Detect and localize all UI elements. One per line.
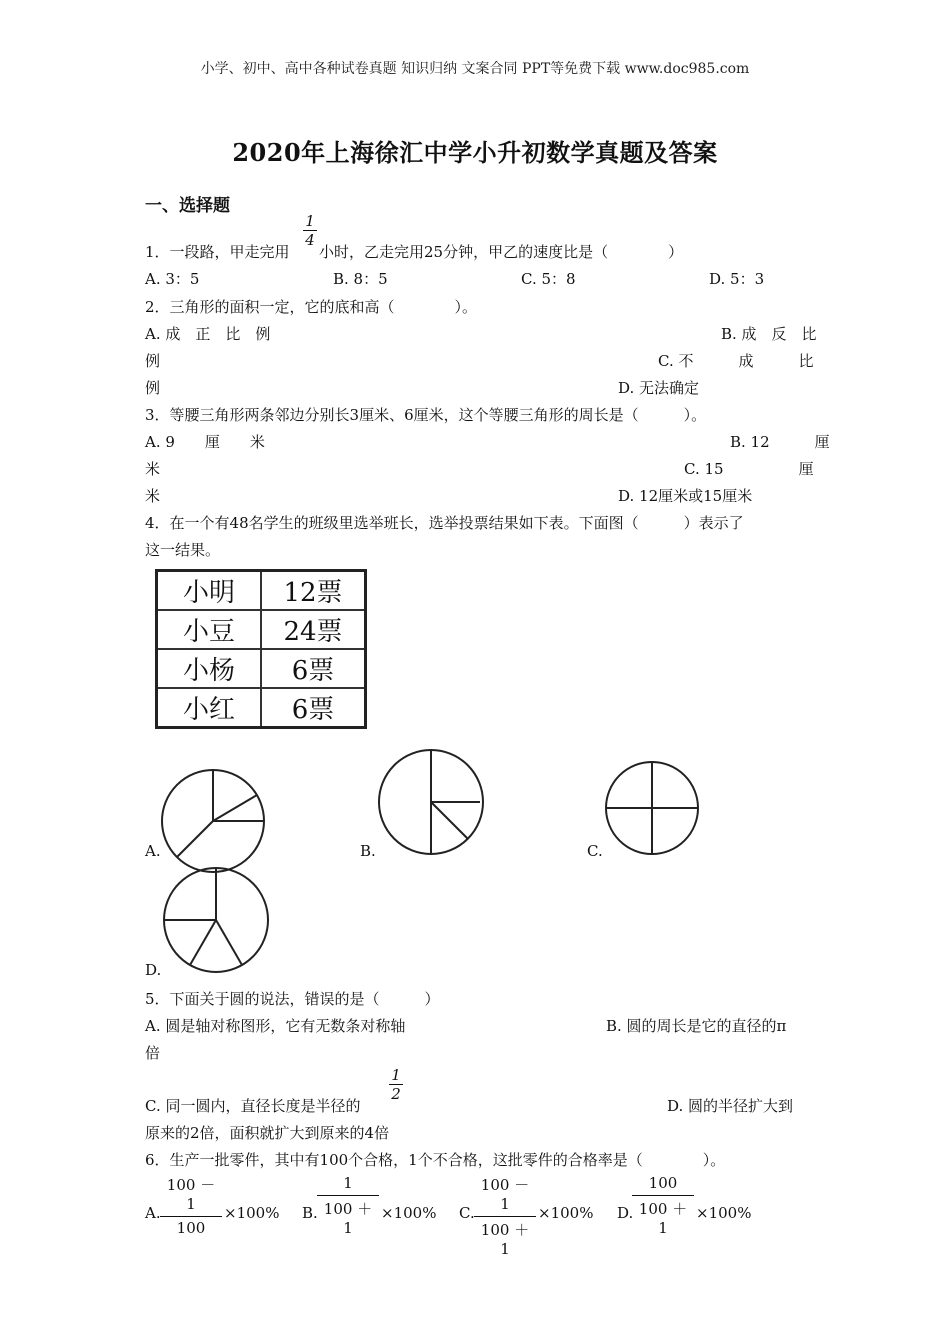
q1-text-a: 1．一段路，甲走完用 xyxy=(145,243,290,261)
q3-option-c-cont: 米 xyxy=(145,487,161,505)
vote-table xyxy=(155,569,367,729)
q6-option-c-suffix: ×100% xyxy=(538,1204,594,1222)
pie-label-d: D. xyxy=(145,961,162,979)
q6-option-b-num: 1 xyxy=(317,1174,379,1196)
q1-fraction-num: 1 xyxy=(305,212,315,230)
q2-option-b: B. 成 反 比 xyxy=(721,325,817,343)
q4-text-2: 这一结果。 xyxy=(145,541,221,559)
q6-option-a-num: 100 － 1 xyxy=(160,1174,222,1217)
q6-option-a-label: A. xyxy=(145,1204,161,1222)
q6-option-b-label: B. xyxy=(302,1204,318,1222)
pie-option-b xyxy=(377,748,485,856)
vote-count: 6票 xyxy=(261,649,366,688)
pie-option-d xyxy=(162,866,270,974)
pie-label-b: B. xyxy=(360,842,376,860)
q4-text-1: 4．在一个有48名学生的班级里选举班长，选举投票结果如下表。下面图（ ）表示了 xyxy=(145,514,744,532)
q5-option-d-cont: 原来的2倍，面积就扩大到原来的4倍 xyxy=(145,1124,390,1142)
q3-text: 3．等腰三角形两条邻边分别长3厘米、6厘米，这个等腰三角形的周长是（ ）。 xyxy=(145,406,707,424)
q6-option-c-den: 100 ＋ 1 xyxy=(480,1221,530,1258)
q3-option-d: D. 12厘米或15厘米 xyxy=(618,487,753,505)
q5-option-c: C. 同一圆内，直径长度是半径的 xyxy=(145,1097,361,1115)
table-row xyxy=(157,571,366,611)
q1-fraction-den: 4 xyxy=(303,230,317,249)
q2-option-b-cont: 例 xyxy=(145,352,161,370)
vote-count: 6票 xyxy=(261,688,366,728)
q6-option-a-den: 100 xyxy=(176,1219,206,1237)
q6-option-d-den: 100 ＋ 1 xyxy=(638,1200,688,1237)
q6-option-a-suffix: ×100% xyxy=(224,1204,280,1222)
pie-option-a xyxy=(160,768,266,874)
pie-option-c xyxy=(604,760,700,856)
table-row xyxy=(157,610,366,649)
q5-option-b: B. 圆的周长是它的直径的π xyxy=(606,1017,787,1035)
q1-option-b: B. 8：5 xyxy=(333,270,388,288)
q6-option-c-label: C. xyxy=(459,1204,475,1222)
q2-option-d: D. 无法确定 xyxy=(618,379,700,397)
vote-name: 小红 xyxy=(157,688,262,728)
q6-text: 6．生产一批零件，其中有100个合格，1个不合格，这批零件的合格率是（ ）。 xyxy=(145,1151,726,1169)
vote-name: 小明 xyxy=(157,571,262,611)
pie-label-a: A. xyxy=(145,842,161,860)
q5-option-b-cont: 倍 xyxy=(145,1044,161,1062)
q2-option-c: C. 不 成 比 xyxy=(658,352,814,370)
q5-fraction-den: 2 xyxy=(389,1084,403,1103)
q5-fraction-num: 1 xyxy=(391,1066,401,1084)
q2-option-c-cont: 例 xyxy=(145,379,161,397)
vote-name: 小豆 xyxy=(157,610,262,649)
q3-option-a: A. 9 厘 米 xyxy=(145,433,265,451)
q6-option-d-num: 100 xyxy=(632,1174,694,1196)
page-title: 2020年上海徐汇中学小升初数学真题及答案 xyxy=(232,138,718,167)
q6-option-d-label: D. xyxy=(617,1204,634,1222)
q1-text-b: 小时，乙走完用25分钟，甲乙的速度比是（ ） xyxy=(319,243,684,261)
vote-name: 小杨 xyxy=(157,649,262,688)
table-row xyxy=(157,688,366,728)
q6-option-b-fraction xyxy=(317,1174,379,1237)
vote-count: 24票 xyxy=(261,610,366,649)
q5-text: 5．下面关于圆的说法，错误的是（ ） xyxy=(145,990,440,1008)
q6-option-d-suffix: ×100% xyxy=(696,1204,752,1222)
pie-label-c: C. xyxy=(587,842,603,860)
q6-option-a-fraction xyxy=(160,1174,222,1237)
q5-option-d: D. 圆的半径扩大到 xyxy=(667,1097,794,1115)
q1-option-c: C. 5：8 xyxy=(521,270,576,288)
section-heading: 一、选择题 xyxy=(145,196,230,216)
q1-option-d: D. 5：3 xyxy=(709,270,765,288)
q2-text: 2．三角形的面积一定，它的底和高（ ）。 xyxy=(145,298,478,316)
q1-fraction xyxy=(303,212,317,249)
q6-option-c-num: 100 － 1 xyxy=(474,1174,536,1217)
vote-count: 12票 xyxy=(261,571,366,611)
q6-option-b-suffix: ×100% xyxy=(381,1204,437,1222)
table-row xyxy=(157,649,366,688)
q3-option-c: C. 15 厘 xyxy=(684,460,814,478)
q6-option-b-den: 100 ＋ 1 xyxy=(323,1200,373,1237)
q2-option-a: A. 成 正 比 例 xyxy=(145,325,271,343)
q5-option-a: A. 圆是轴对称图形，它有无数条对称轴 xyxy=(145,1017,406,1035)
q6-option-c-fraction xyxy=(474,1174,536,1258)
q3-option-b-cont: 米 xyxy=(145,460,161,478)
q5-fraction xyxy=(389,1066,403,1103)
page-header: 小学、初中、高中各种试卷真题 知识归纳 文案合同 PPT等免费下载 www.doc985.com xyxy=(200,61,750,77)
q6-option-d-fraction xyxy=(632,1174,694,1237)
q1-option-a: A. 3：5 xyxy=(145,270,200,288)
q3-option-b: B. 12 厘 xyxy=(730,433,830,451)
